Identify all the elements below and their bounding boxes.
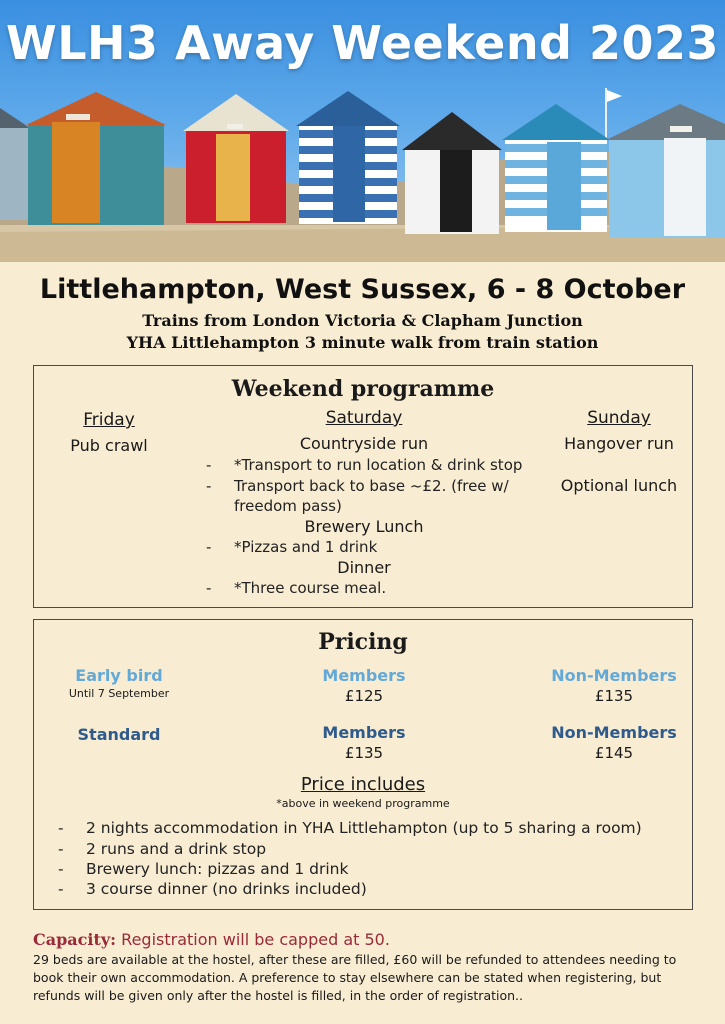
early-members-label: Members	[322, 666, 406, 685]
saturday-heading: Saturday	[325, 408, 403, 428]
standard-nonmembers-label: Non-Members	[551, 723, 677, 742]
capacity-text: Registration will be capped at 50.	[116, 930, 390, 949]
hostel-info: YHA Littlehampton 3 minute walk from train station	[126, 333, 599, 352]
list-item: - Brewery lunch: pizzas and 1 drink	[58, 860, 349, 878]
saturday-dinner-title: Dinner	[337, 558, 391, 577]
hero-banner	[0, 0, 725, 262]
saturday-run-title: Countryside run	[299, 434, 429, 453]
capacity-label: Capacity:	[33, 930, 117, 949]
list-item: - 2 runs and a drink stop	[58, 840, 267, 858]
weekend-programme-box	[33, 365, 693, 608]
programme-title: Weekend programme	[231, 376, 495, 402]
standard-members-label: Members	[322, 723, 406, 742]
price-includes-title: Price includes	[300, 774, 426, 795]
early-members-price: £125	[344, 687, 384, 705]
list-item: - 3 course dinner (no drinks included)	[58, 880, 367, 898]
trains-info: Trains from London Victoria & Clapham Junction	[142, 311, 583, 330]
price-includes-note: *above in weekend programme	[276, 797, 450, 810]
hero-title: WLH3 Away Weekend 2023	[5, 16, 720, 70]
early-bird-label: Early bird	[75, 666, 163, 685]
list-item: - *Transport to run location & drink stop	[206, 456, 523, 474]
list-item: - Transport back to base ~£2. (free w/ freedom pass)	[206, 477, 509, 515]
friday-heading: Friday	[83, 410, 135, 430]
capacity-details: 29 beds are available at the hostel, after these are filled, £60 will be refunded to attendees needing to book their own accommodation. A preference to stay elsewhere can be stated when registering, but refunds will be given only after the hostel is filled, in the order of registration..	[33, 952, 677, 1003]
list-item: - *Pizzas and 1 drink	[206, 538, 378, 556]
pricing-title: Pricing	[318, 629, 408, 655]
standard-label: Standard	[77, 725, 161, 744]
list-item: - 2 nights accommodation in YHA Littlehampton (up to 5 sharing a room)	[58, 819, 642, 837]
early-bird-deadline: Until 7 September	[68, 687, 170, 700]
event-headline: Littlehampton, West Sussex, 6 - 8 October	[39, 274, 686, 305]
capacity-line	[33, 930, 390, 949]
saturday-lunch-title: Brewery Lunch	[304, 517, 424, 536]
standard-nonmembers-price: £145	[594, 744, 634, 762]
sunday-item-2: Optional lunch	[560, 476, 678, 495]
list-item: - *Three course meal.	[206, 579, 387, 597]
sunday-item-1: Hangover run	[564, 434, 674, 453]
early-nonmembers-label: Non-Members	[551, 666, 677, 685]
standard-members-price: £135	[344, 744, 384, 762]
friday-item: Pub crawl	[70, 436, 148, 455]
early-nonmembers-price: £135	[594, 687, 634, 705]
sunday-heading: Sunday	[587, 408, 651, 428]
pricing-box	[33, 619, 693, 910]
